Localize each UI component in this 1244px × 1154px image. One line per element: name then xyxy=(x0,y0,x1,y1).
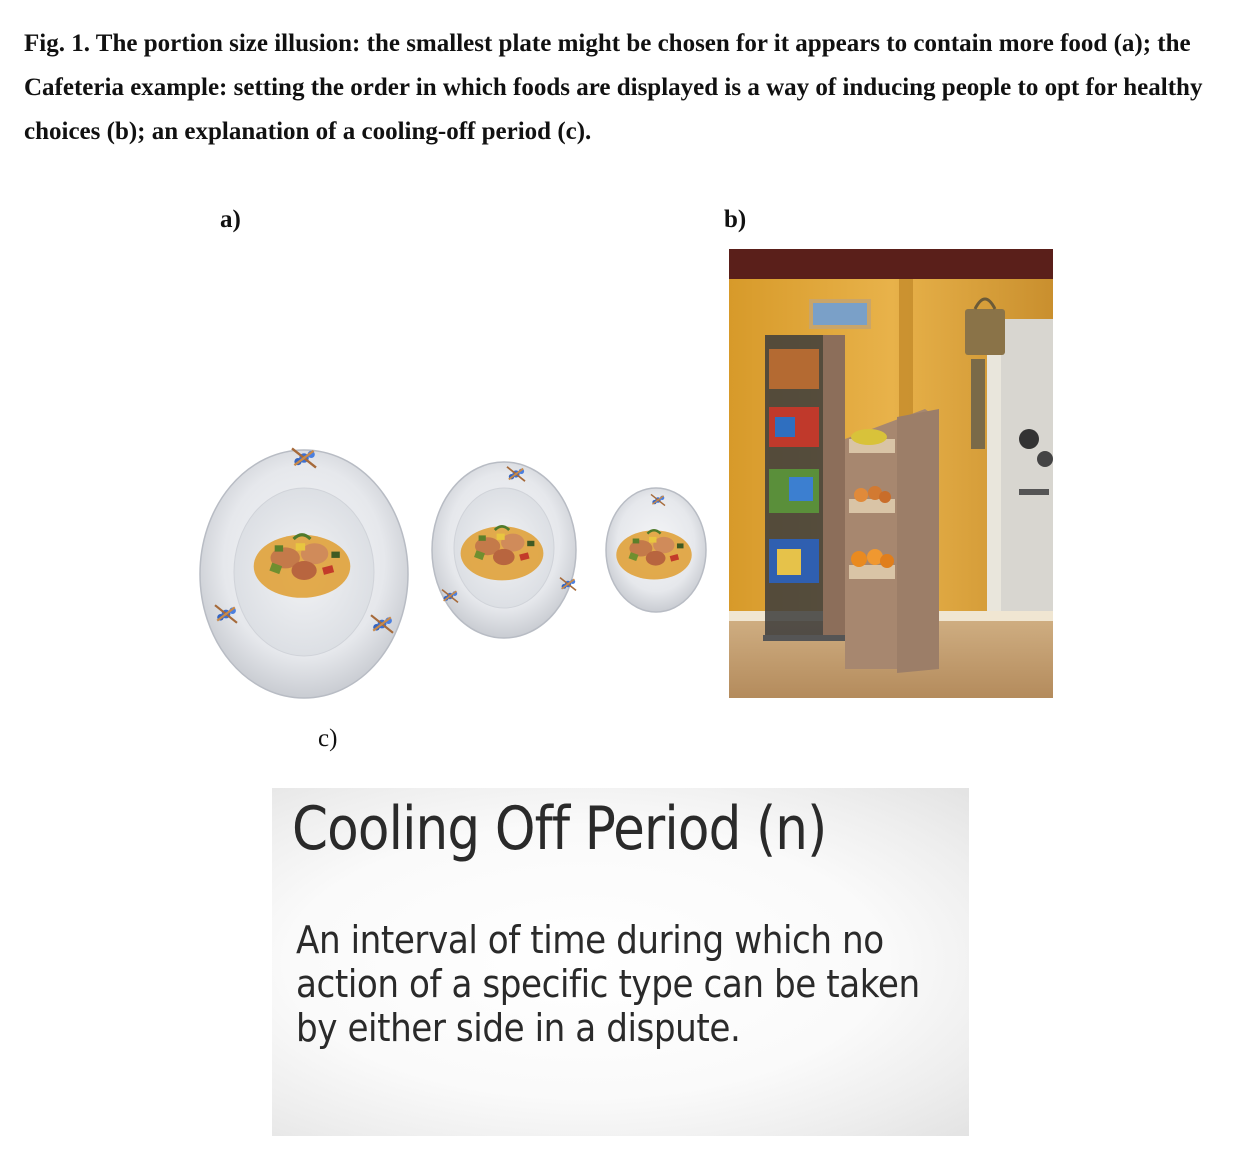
large-plate xyxy=(200,448,408,698)
definition-line: action of a specific type can be taken xyxy=(296,962,920,1006)
fruit-stand xyxy=(845,409,939,673)
definition-title: Cooling Off Period (n) xyxy=(292,794,827,864)
figure-caption: Fig. 1. The portion size illusion: the smallest plate might be chosen for it appears to contain more food (a); the Cafeteria example: setting the order in which foods are displayed is a way of inducing people to opt for healthy choices (b); an explanation of a cooling-off period (c). xyxy=(24,30,1203,145)
medium-plate xyxy=(432,462,576,638)
panel-label-b: b) xyxy=(724,206,747,233)
definition-line: An interval of time during which no xyxy=(296,918,884,962)
small-plate xyxy=(606,488,706,612)
portion-size-plates-image xyxy=(196,428,716,704)
definition-line: by either side in a dispute. xyxy=(296,1006,741,1050)
definition-text xyxy=(296,918,920,1050)
cooling-off-definition-panel xyxy=(272,788,969,1136)
panel-label-a: a) xyxy=(220,206,241,233)
panel-label-c: c) xyxy=(318,725,338,752)
cafeteria-display-photo xyxy=(729,249,1053,698)
